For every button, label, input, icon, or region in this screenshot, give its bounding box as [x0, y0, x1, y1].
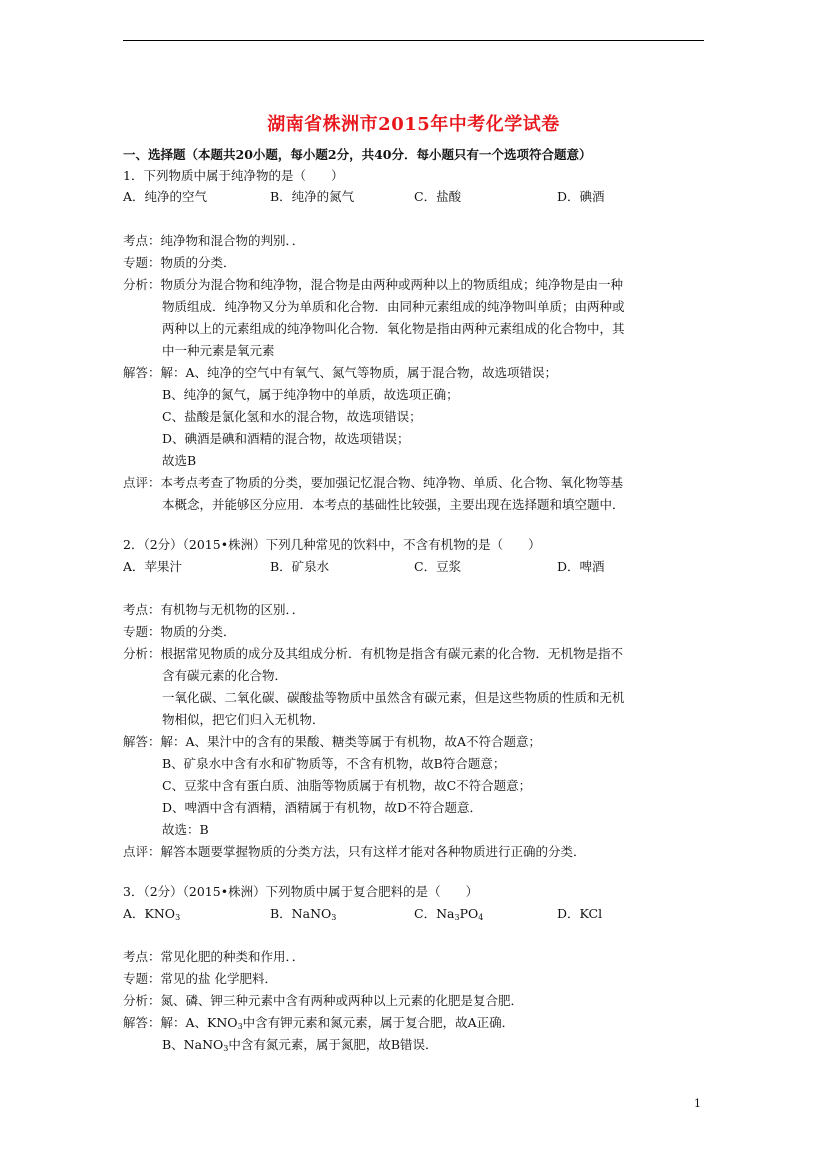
q1-stem: 1．下列物质中属于纯净物的是（ ） — [123, 168, 344, 183]
document-title: 湖南省株洲市2015年中考化学试卷 — [267, 114, 560, 135]
q2-fenxi-line: 物相似，把它们归入无机物． — [162, 712, 325, 727]
q3-fenxi: 分析：氮、磷、钾三种元素中含有两种或两种以上元素的化肥是复合肥． — [123, 993, 524, 1008]
q2-fenxi-line: 分析：根据常见物质的成分及其组成分析．有机物是指含有碳元素的化合物．无机物是指不 — [123, 646, 624, 661]
q1-jieda-line: D、碘酒是碘和酒精的混合物，故选项错误； — [162, 431, 410, 446]
q3-zhuanti: 专题：常见的盐 化学肥料． — [123, 971, 277, 986]
q2-stem: 2．（2分）（2015•株洲）下列几种常见的饮料中，不含有机物的是（ ） — [123, 537, 541, 552]
q1-fenxi-line: 两种以上的元素组成的纯净物叫化合物．氧化物是指由两种元素组成的化合物中，其 — [162, 321, 625, 336]
q2-fenxi-line: 含有碳元素的化合物． — [162, 668, 288, 683]
q1-dianping-line: 本概念，并能够区分应用．本考点的基础性比较强，主要出现在选择题和填空题中． — [162, 497, 625, 512]
q1-option-d: D．碘酒 — [557, 189, 605, 204]
q2-jieda-line: C、豆浆中含有蛋白质、油脂等物质属于有机物，故C不符合题意； — [162, 778, 532, 793]
q1-jieda-line: 解答：解：A、纯净的空气中有氧气、氮气等物质，属于混合物，故选项错误； — [123, 365, 558, 380]
q3-option-c: C．$Na_3PO_4$ — [414, 906, 484, 922]
q1-fenxi-line: 中一种元素是氧元素 — [162, 343, 275, 358]
q3-kaodian: 考点：常见化肥的种类和作用．． — [123, 949, 305, 964]
q2-dianping-line: 点评：解答本题要掌握物质的分类方法，只有这样才能对各种物质进行正确的分类． — [123, 844, 586, 859]
q2-jieda-line: D、啤酒中含有酒精，酒精属于有机物，故D不符合题意． — [162, 800, 483, 815]
q3-option-a: A．$KNO_3$ — [123, 906, 181, 922]
q3-stem: 3．（2分）（2015•株洲）下列物质中属于复合肥料的是（ ） — [123, 884, 479, 899]
page-number: 1 — [694, 1097, 701, 1110]
q1-fenxi-line: 分析：物质分为混合物和纯净物，混合物是由两种或两种以上的物质组成；纯净物是由一种 — [123, 277, 624, 292]
q1-option-c: C．盐酸 — [414, 189, 462, 204]
q2-jieda-line: 故选：B — [162, 822, 209, 837]
q1-zhuanti: 专题：物质的分类． — [123, 255, 236, 270]
q3-jieda-line: 解答：解：A、$KNO_3$中含有钾元素和氮元素，属于复合肥，故A正确． — [123, 1015, 515, 1031]
q2-option-c: C．豆浆 — [414, 559, 462, 574]
q1-jieda-line: C、盐酸是氯化氢和水的混合物，故选项错误； — [162, 409, 422, 424]
q2-option-d: D．啤酒 — [557, 559, 605, 574]
q1-jieda-line: B、纯净的氮气，属于纯净物中的单质，故选项正确； — [162, 387, 459, 402]
q2-jieda-line: B、矿泉水中含有水和矿物质等，不含有机物，故B符合题意； — [162, 756, 506, 771]
q2-jieda-line: 解答：解：A、果汁中的含有的果酸、糖类等属于有机物，故A不符合题意； — [123, 734, 542, 749]
q2-zhuanti: 专题：物质的分类． — [123, 624, 236, 639]
header-rule — [123, 40, 704, 41]
q3-jieda-line: B、NaNO$_3$中含有氮元素，属于氮肥，故B错误． — [162, 1037, 438, 1053]
q3-option-b: B．NaNO$_3$ — [270, 906, 337, 922]
q1-fenxi-line: 物质组成．纯净物又分为单质和化合物．由同种元素组成的纯净物叫单质；由两种或 — [162, 299, 625, 314]
section-heading: 一、选择题（本题共20小题，每小题2分，共40分．每小题只有一个选项符合题意） — [123, 147, 592, 162]
q3-option-d: D．KCl — [557, 906, 603, 921]
q2-kaodian: 考点：有机物与无机物的区别．． — [123, 602, 305, 617]
q1-option-a: A．纯净的空气 — [123, 189, 208, 204]
q2-fenxi-line: 一氧化碳、二氧化碳、碳酸盐等物质中虽然含有碳元素，但是这些物质的性质和无机 — [162, 690, 625, 705]
q1-kaodian: 考点：纯净物和混合物的判别．． — [123, 233, 305, 248]
q2-option-a: A．苹果汁 — [123, 559, 183, 574]
q1-option-b: B．纯净的氮气 — [270, 189, 355, 204]
q1-dianping-line: 点评：本考点考查了物质的分类，要加强记忆混合物、纯净物、单质、化合物、氧化物等基 — [123, 475, 624, 490]
q1-jieda-line: 故选B — [162, 453, 197, 468]
q2-option-b: B．矿泉水 — [270, 559, 330, 574]
